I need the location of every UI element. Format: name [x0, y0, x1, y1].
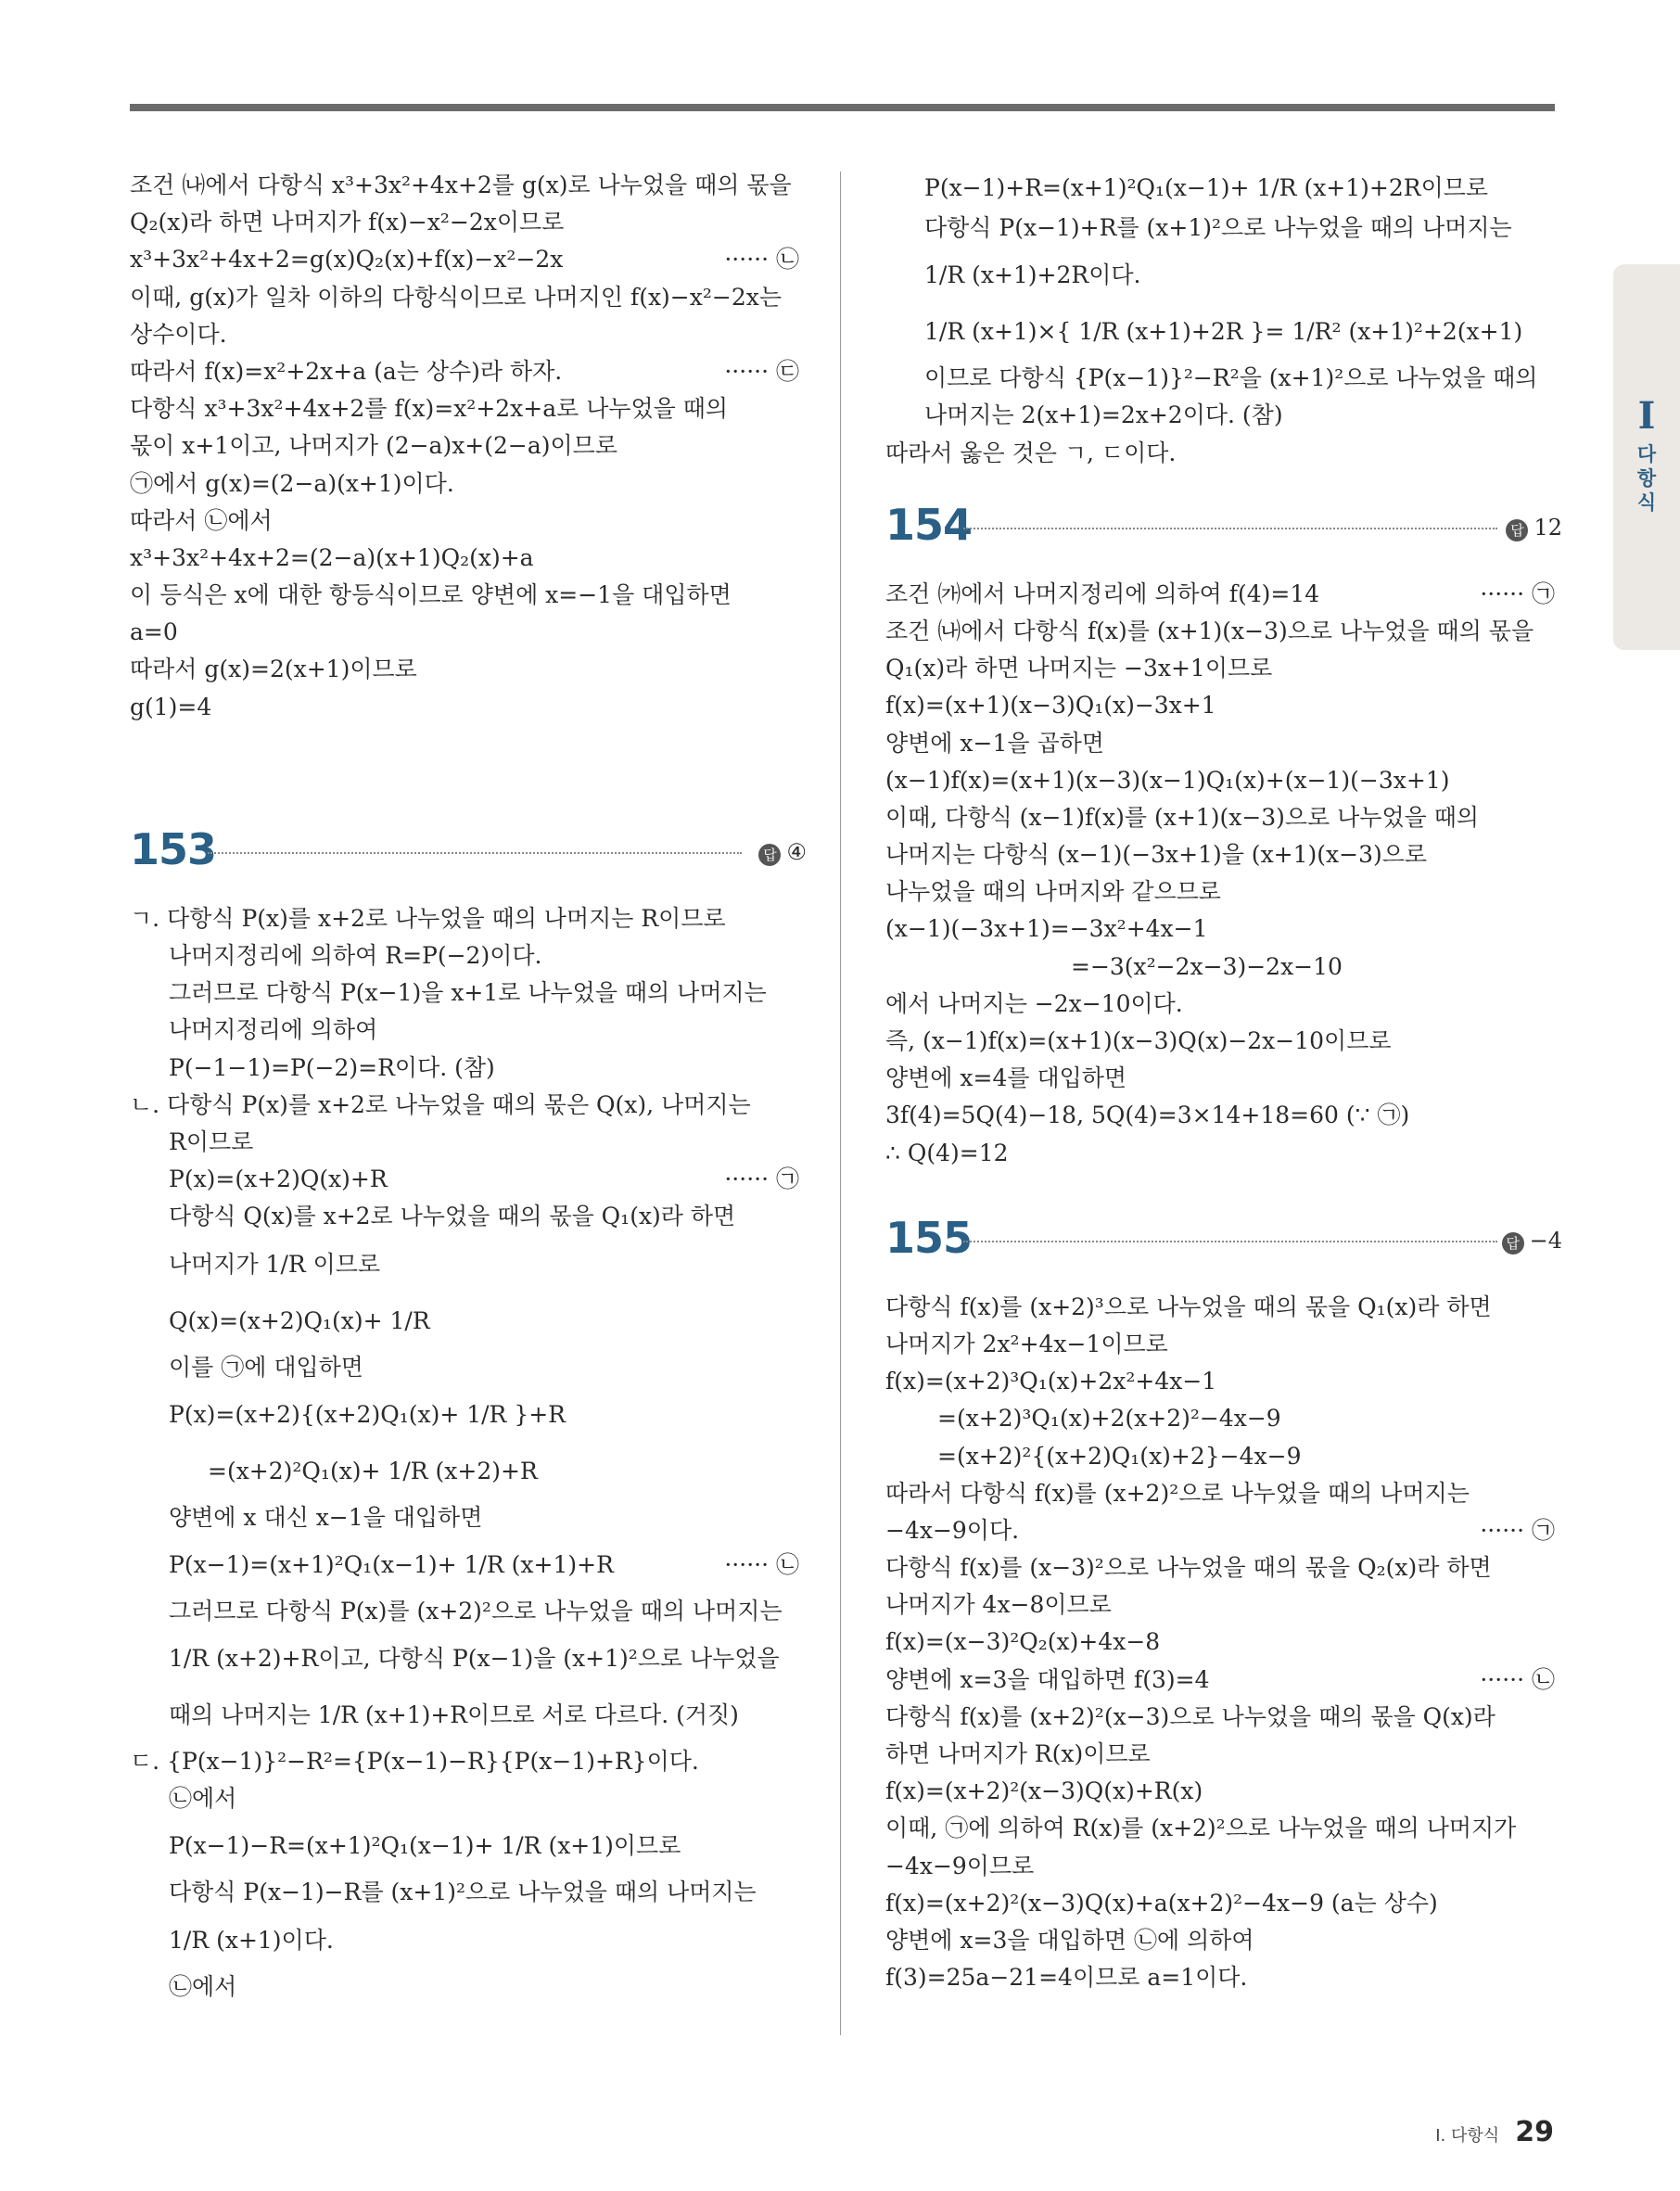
equation-marker: ······ ㉡ — [1480, 1665, 1555, 1693]
text-line: f(x)=(x+2)²(x−3)Q(x)+R(x) — [885, 1777, 1203, 1805]
text-line: 이때, 다항식 (x−1)f(x)를 (x+1)(x−3)으로 나누었을 때의 — [885, 803, 1480, 831]
column-divider — [840, 172, 841, 2035]
text-line: R이므로 — [169, 1127, 254, 1155]
text-line: 나머지는 2(x+1)=2x+2이다. (참) — [924, 401, 1283, 429]
footer-section-label: I. 다항식 — [1435, 2126, 1500, 2146]
text-line: 1/R (x+1)+2R이다. — [924, 261, 1141, 289]
answer-badge-icon: 답 — [1502, 1232, 1524, 1255]
spacer — [130, 726, 807, 815]
equation-marker: ······ ㉡ — [724, 1550, 799, 1578]
equation-marker: ······ ㉠ — [724, 1166, 799, 1193]
answer — [1506, 515, 1562, 541]
text-line: 에서 나머지는 −2x−10이다. — [885, 989, 1183, 1017]
problem-number: 155 — [885, 1212, 973, 1263]
text-line: 다항식 x³+3x²+4x+2를 f(x)=x²+2x+a로 나누었을 때의 — [130, 395, 729, 423]
text-line: 이때, ㉠에 의하여 R(x)를 (x+2)²으로 나누었을 때의 나머지가 — [885, 1815, 1517, 1842]
chapter-name-char: 항 — [1636, 467, 1657, 490]
text-line: Q(x)=(x+2)Q₁(x)+ 1/R — [169, 1306, 430, 1334]
spacer — [885, 472, 1562, 490]
text-line: ㉡에서 — [169, 1785, 237, 1813]
text-line: 몫이 x+1이고, 나머지가 (2−a)x+(2−a)이므로 — [130, 432, 617, 460]
text-line: −4x−9이므로 — [885, 1852, 1035, 1879]
text-line: 나머지는 다항식 (x−1)(−3x+1)을 (x+1)(x−3)으로 — [885, 841, 1428, 869]
problem-number: 153 — [130, 823, 217, 874]
text-line: 다항식 P(x−1)+R를 (x+1)²으로 나누었을 때의 나머지는 — [924, 214, 1512, 241]
text-line — [885, 1512, 1562, 1549]
problem-header-153 — [130, 821, 807, 895]
right-column — [885, 167, 1562, 1996]
problem-header-154 — [885, 496, 1562, 570]
answer-badge-icon: 답 — [1506, 519, 1528, 541]
text-line: (x−1)f(x)=(x+1)(x−3)(x−1)Q₁(x)+(x−1)(−3x+1) — [885, 766, 1450, 794]
text-line: 나머지정리에 의하여 — [169, 1016, 378, 1044]
text-line: P(x)=(x+2){(x+2)Q₁(x)+ 1/R }+R — [169, 1400, 566, 1428]
text-line: 그러므로 다항식 P(x−1)을 x+1로 나누었을 때의 나머지는 — [169, 979, 767, 1007]
answer — [1502, 1228, 1562, 1255]
text-line: 다항식 P(x−1)−R를 (x+1)²으로 나누었을 때의 나머지는 — [169, 1879, 757, 1906]
spacer — [885, 1172, 1562, 1204]
text-line: ㉡에서 — [169, 1972, 237, 2000]
text-line: =(x+2)³Q₁(x)+2(x+2)²−4x−9 — [937, 1405, 1281, 1433]
text-line — [130, 1161, 807, 1198]
text-line: 하면 나머지가 R(x)이므로 — [885, 1740, 1151, 1767]
text-line: 양변에 x 대신 x−1을 대입하면 — [169, 1503, 483, 1531]
equation: 따라서 f(x)=x²+2x+a (a는 상수)라 하자. — [130, 357, 563, 385]
equation-marker: ······ ㉠ — [1480, 580, 1555, 607]
text-line: 나누었을 때의 나머지와 같으므로 — [885, 878, 1221, 906]
text-line: Q₂(x)라 하면 나머지가 f(x)−x²−2x이므로 — [130, 209, 565, 236]
answer-value: ④ — [786, 838, 807, 865]
answer-badge-icon: 답 — [758, 844, 781, 866]
text-line: 1/R (x+1)이다. — [169, 1926, 334, 1954]
text-line: 나머지가 2x²+4x−1이므로 — [885, 1330, 1168, 1357]
text-line: f(x)=(x+1)(x−3)Q₁(x)−3x+1 — [885, 692, 1216, 720]
text-line: 다항식 f(x)를 (x+2)³으로 나누었을 때의 몫을 Q₁(x)라 하면 — [885, 1293, 1492, 1320]
dotted-leader — [208, 852, 742, 854]
equation: P(x)=(x+2)Q(x)+R — [169, 1166, 388, 1193]
dotted-leader — [963, 528, 1497, 529]
text-line: f(x)=(x+2)³Q₁(x)+2x²+4x−1 — [885, 1368, 1217, 1395]
chapter-name-char: 식 — [1636, 491, 1657, 514]
left-column — [130, 167, 807, 2006]
text-line: (x−1)(−3x+1)=−3x²+4x−1 — [885, 915, 1208, 943]
text-line: P(−1−1)=P(−2)=R이다. (참) — [169, 1053, 495, 1081]
text-line — [130, 241, 807, 278]
answer-value: −4 — [1529, 1227, 1562, 1254]
text-line: 양변에 x=4를 대입하면 — [885, 1064, 1127, 1092]
text-line: 그러므로 다항식 P(x)를 (x+2)²으로 나누었을 때의 나머지는 — [169, 1597, 783, 1624]
text-line: =(x+2)²{(x+2)Q₁(x)+2}−4x−9 — [937, 1442, 1302, 1470]
text-line: 이 등식은 x에 대한 항등식이므로 양변에 x=−1을 대입하면 — [130, 581, 732, 609]
text-line: 때의 나머지는 1/R (x+1)+R이므로 서로 다르다. (거짓) — [169, 1701, 739, 1729]
text-line: 즉, (x−1)f(x)=(x+1)(x−3)Q(x)−2x−10이므로 — [885, 1027, 1392, 1054]
text-line: 이때, g(x)가 일차 이하의 다항식이므로 나머지인 f(x)−x²−2x는 — [130, 283, 782, 311]
text-line: 3f(4)=5Q(4)−18, 5Q(4)=3×14+18=60 (∵ ㉠) — [885, 1102, 1410, 1129]
text-line: 나머지가 1/R 이므로 — [169, 1250, 381, 1278]
text-line: P(x−1)−R=(x+1)²Q₁(x−1)+ 1/R (x+1)이므로 — [169, 1832, 681, 1860]
equation-marker: ······ ㉡ — [724, 246, 799, 274]
text-line: g(1)=4 — [130, 693, 212, 720]
text-line: 나머지정리에 의하여 R=P(−2)이다. — [169, 942, 542, 969]
text-line: 따라서 ㉡에서 — [130, 506, 273, 534]
text-line: ㄴ. 다항식 P(x)를 x+2로 나누었을 때의 몫은 Q(x), 나머지는 — [130, 1090, 751, 1118]
text-line: 따라서 옳은 것은 ㄱ, ㄷ이다. — [885, 439, 1177, 466]
equation: P(x−1)=(x+1)²Q₁(x−1)+ 1/R (x+1)+R — [169, 1550, 614, 1578]
page-number: 29 — [1515, 2116, 1554, 2148]
chapter-name — [1613, 442, 1680, 515]
equation: 조건 ㈎에서 나머지정리에 의하여 f(4)=14 — [885, 580, 1320, 607]
chapter-roman-numeral: I — [1637, 394, 1656, 438]
text-line: 다항식 Q(x)를 x+2로 나누었을 때의 몫을 Q₁(x)라 하면 — [169, 1203, 736, 1230]
text-line: 나머지가 4x−8이므로 — [885, 1591, 1112, 1619]
text-line: f(x)=(x+2)²(x−3)Q(x)+a(x+2)²−4x−9 (a는 상수) — [885, 1889, 1438, 1917]
text-line: ㄱ. 다항식 P(x)를 x+2로 나누었을 때의 나머지는 R이므로 — [130, 904, 726, 932]
chapter-side-tab[interactable] — [1613, 264, 1680, 650]
text-line: f(3)=25a−21=4이므로 a=1이다. — [885, 1964, 1248, 1992]
answer — [758, 839, 807, 866]
text-line: 상수이다. — [130, 320, 227, 348]
problem-header-155 — [885, 1209, 1562, 1283]
text-line — [885, 576, 1562, 613]
text-line: ㉠에서 g(x)=(2−a)(x+1)이다. — [130, 469, 454, 497]
equation: 양변에 x=3을 대입하면 f(3)=4 — [885, 1665, 1210, 1693]
text-line: 따라서 g(x)=2(x+1)이므로 — [130, 656, 417, 683]
text-line: 1/R (x+2)+R이고, 다항식 P(x−1)을 (x+1)²으로 나누었을 — [169, 1645, 780, 1673]
page-footer — [1435, 2116, 1554, 2148]
text-line: 조건 ㈏에서 다항식 x³+3x²+4x+2를 g(x)로 나누었을 때의 몫을 — [130, 172, 792, 198]
text-line: 양변에 x−1을 곱하면 — [885, 729, 1104, 757]
top-rule — [130, 104, 1555, 111]
text-line: 이므로 다항식 {P(x−1)}²−R²을 (x+1)²으로 나누었을 때의 — [924, 364, 1538, 392]
text-line: 양변에 x=3을 대입하면 ㉡에 의하여 — [885, 1926, 1254, 1954]
text-line — [130, 1536, 807, 1593]
text-line: P(x−1)+R=(x+1)²Q₁(x−1)+ 1/R (x+1)+2R이므로 — [924, 174, 1489, 201]
equation-marker: ······ ㉠ — [1480, 1516, 1555, 1544]
problem-number: 154 — [885, 499, 973, 550]
text-line: f(x)=(x−3)²Q₂(x)+4x−8 — [885, 1628, 1161, 1656]
equation-marker: ······ ㉢ — [724, 357, 799, 385]
text-line: 1/R (x+1)×{ 1/R (x+1)+2R }= 1/R² (x+1)²+2(x+1) — [924, 318, 1523, 346]
text-line: 따라서 다항식 f(x)를 (x+2)²으로 나누었을 때의 나머지는 — [885, 1479, 1470, 1507]
chapter-name-char: 다 — [1636, 443, 1657, 465]
text-line: 이를 ㉠에 대입하면 — [169, 1353, 363, 1381]
text-line: ㄷ. {P(x−1)}²−R²={P(x−1)−R}{P(x−1)+R}이다. — [130, 1748, 699, 1776]
text-line — [130, 353, 807, 390]
text-line: 다항식 f(x)를 (x+2)²(x−3)으로 나누었을 때의 몫을 Q(x)라 — [885, 1702, 1495, 1730]
text-line: =(x+2)²Q₁(x)+ 1/R (x+2)+R — [208, 1457, 538, 1484]
text-line: ∴ Q(4)=12 — [885, 1139, 1009, 1166]
equation: −4x−9이다. — [885, 1516, 1020, 1544]
answer-value: 12 — [1534, 514, 1562, 541]
text-line: =−3(x²−2x−3)−2x−10 — [1071, 952, 1343, 980]
text-line: a=0 — [130, 618, 178, 646]
text-line: x³+3x²+4x+2=(2−a)(x+1)Q₂(x)+a — [130, 543, 534, 571]
dotted-leader — [963, 1241, 1497, 1242]
text-line: 다항식 f(x)를 (x−3)²으로 나누었을 때의 몫을 Q₂(x)라 하면 — [885, 1554, 1492, 1582]
text-line: Q₁(x)라 하면 나머지는 −3x+1이므로 — [885, 655, 1273, 682]
text-line: 조건 ㈏에서 다항식 f(x)를 (x+1)(x−3)으로 나누었을 때의 몫을 — [885, 617, 1534, 644]
equation: x³+3x²+4x+2=g(x)Q₂(x)+f(x)−x²−2x — [130, 246, 564, 274]
text-line — [885, 1662, 1562, 1699]
